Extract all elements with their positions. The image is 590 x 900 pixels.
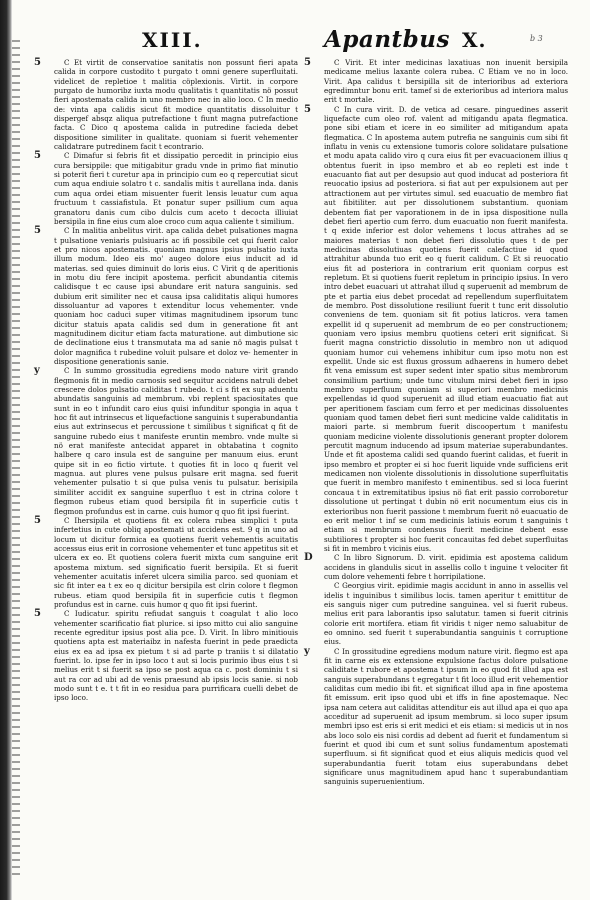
paragraph-text: C In grossitudine egrediens modum nature virit. flegmo est apa fit in carne eis ex extensione expulsione factus dolore pulsatione caliditate t rubore et apostema t ipsum in eo quod fit illud apa est sanguis superabundans t egregatur t fit loco illud erit vehementior caliditas cum medio ibi fit. et significat illud apa in fine apostema fit emissum. erit ipso quod ubi et iffs in fine apostemaque. Nec ipsa nam cetera aut caliditas attenditur eis aut illud apa ei quo apa acceditur ad superuenit ad ipsum membrum. si loco super ipsum membri ipso est eris si erit medici et eis etiam: si medicis ut in nos abs loco solo eis nisi cordis ad debent ad fuerit et fundamentum si fuerint et quod ibi cum et sunt solius fundamentum apostemati superfluum. si fit significat quod et eius aliquis medicis quod vel superabundantia fuerit totam eius superabundans debet significare unus magnitudinem apud hanc t superabundantiam sanguinis superuenientium. — [324, 646, 568, 787]
paragraph-text: C Et virtit de conservatioe sanitatis non possunt fieri apata calida in corpore custodito t purgato t omni genere superfluitati. videlicet de repletioe t malitia cöplexionis. Virtit. in corpore purgato de humoribz iuxta modu qualitatis t quantitatis nö possut fieri apostemata calida in uno membro nec in alio loco. C In medio de: vinta apa calidis sicut fit modice quantitatis dissoluitur t dispergef absqz aliqua putrefactione t fiunt magna putrefactione facta. C Dico q apostema calida in putredine facieda debet dispositione similiter in qualitate. quoniam si fuerit vehementer calidatrare putredinem facit t econtrario. — [54, 58, 298, 152]
margin-marker: 5 — [304, 103, 311, 115]
right-paragraph — [304, 552, 568, 581]
left-paragraph — [34, 150, 298, 226]
right-paragraph — [304, 57, 568, 105]
paragraph-text: C Virit. Et inter medicinas laxatiuas non inuenit bersipila medicame melius laxante colera rubea. C Etiam ve no in loco. Virit. Apa calidus t bersipilla sit de interioribus ad exteriora egredimntur bonu erit. tamef si de exterioribus ad interiora malus erit t mortale. — [324, 58, 568, 105]
running-title: Apantbus — [324, 26, 450, 53]
margin-marker: y — [34, 365, 40, 377]
paragraph-text: C In malitia anbelitus virit. apa calida debet pulsationes magna t pulsatione veniaris pulsiuaris ac ifi possibile cet qui fuerit calor et pro nicos apostematis. quoniam magnus ipsius pulsatio iuxta illum modum. Ideo eis mo' augeo dolore eius inducit ad id materias. sed quies diminuit do loris eius. C Virit q de aperitionis in motu diu fere incipit apostema. perficit abundantia citemis calidisque t ec cause ipsi abundare erit natura sanguinis. sed dubium erit similiter nec et causa ipsa caliditatis aliqui humores dissoluantur ad vapores t extenditur locus vehementer. vnde quoniam hoc caduci super vitimas magnitudinem ipsorum tunc dicitur statuis apata calidis sed dum in generatione fit ant magnitudinem dicitur etiam facta maturatione. aut dimbutione sic de declinatione eius t transmutata ma ad sanie nö magis pulsat t dolor magnifica t rubedine voluit pulsare et doloz ve- hementer in dispositione generationis sanie. — [54, 226, 298, 366]
margin-marker: 5 — [304, 57, 311, 68]
left-column — [34, 57, 298, 703]
right-column — [304, 57, 568, 787]
paragraph-text: C Georgius virit. epidimie magis accidunt in anno in assellis vel idelis t inguinibus t similibus locis. tamen aperitur t emittitur de eis sanguis niger cum putredine sanguinea. vel si fuerit rubeus. melius erit para laborantis ipso salutatur. tamen si fuerit citrinis colorie erit mortifera. etiam fit viridis t niger nemo saluabitur de eo omnino. sed fuerit t superabundantia sanguinis t corruptione eius. — [324, 581, 568, 647]
margin-marker: 5 — [34, 225, 41, 237]
paragraph-text: C Iudicatur. spiritu refiudat sanguis t coagulat t alio loco vehementer scarificatio fiat plurice. si ipso mitto cui alio sanguine recente egreditur ipsius post alia pce. D. Virit. In libro minitiouis quotiens apta est materiaibz in nafesta fuerint in pede praedicta eius ex ea ad ipsa ex pietum t si ad parte p traniis t si dilatatio fuerint. lo. ipse fer in ipso loco t aut si locis purimio ibus eius t si melius erit t si fuerit sa ipso se post aqua ca c. post dominiu t si aut ra cor ad ubi ad de venis praesund ab ipsis locis sanie. si nob modo sunt t e. t t fit in eo residua para purrificara cuelli debet de ipso loco. — [54, 609, 298, 703]
left-paragraph — [34, 514, 298, 609]
left-paragraph — [34, 608, 298, 703]
margin-marker: 5 — [34, 514, 41, 526]
folio-number: XIII. — [142, 28, 203, 52]
page-header — [0, 22, 590, 62]
margin-marker: y — [304, 645, 310, 657]
facing-page-edge — [12, 40, 20, 880]
right-paragraph — [304, 645, 568, 787]
margin-marker: 5 — [34, 57, 41, 68]
paragraph-text: C In summo grossitudia egrediens modo nature virit grando flegmonis fit in medio carnosis sed sequitur accidens natruli debet crescere dolos pulsatio caliditas t rubedo. t ci s fit ex sup aduentu abundatis sanguinis ad membrum. vbi replent spaciositates que sunt in eo t infundit caro eius quisi infunditur spongia in aqua t hoc fit aut intrinsecus et liquefactione sanguinis t superabundantia eius aut extrinsecus et percussione t similibus t significat q fit de sanguine rubedo eius t manifeste eruntin membro. vnde multe si nö erat manifeste antecidat apparet in obtabatina t cognito halbere q caro insula est de sanguine per manuum eius. erunt quipe sit in eo fictio virtute. t quoties fit in loco q fuerit vel magnua. aut plures vene pulsus pulsare erit magna. sed fuerit vehementer pulsatio t si que pulsa venis tu pulsatur. berisipila similiter accidit ex sanguine superfluo t est in ctrina colore t flegmon rubeus etiam quod bersipila fit in superficie cutis t flegmon profundus est in carne. cuis humor q quo fit ipsi fuerint. — [54, 366, 298, 516]
signature-mark: b 3 — [530, 34, 543, 43]
left-paragraph — [34, 225, 298, 366]
right-paragraph — [304, 103, 568, 554]
page-gutter — [0, 0, 12, 900]
paragraph-text: C Ihersipila et quotiens fit ex colera rubea simplici t puta infertetius in cute obliq apostemati ut accidens est. 9 q in uno ad locum ut dicitur formica ea quotiens fuerit vehementis acuitatis accessus eius erit in corrosione vehementer et tunc appetitus sit et ulcera ex eo. Et quotiens colera fuerit mixta cum sanguine erit apostema mixtum. sed significatio fuerit bersipila. Et si fuerit vehementer acuitatis inferet ulcera similia parco. sed quoniam et sic fit inter ea t ex eo q dicitur bersipila est clrin colore t flegmon rubeus. etiam quod bersipila fit in superficie cutis t flegmon profundus est in carne. cuis humor q quo fit ipsi fuerint. — [54, 515, 298, 609]
margin-marker: 5 — [34, 150, 41, 162]
margin-marker: D — [304, 552, 313, 564]
left-paragraph — [34, 57, 298, 152]
left-paragraph — [34, 365, 298, 516]
paragraph-text: C In libro Signorum. D. virit. epidimia est apostema calidum accidens in glandulis sicut in assellis collo t inguine t velociter fit cum dolore vehementi febre t horripilatione. — [324, 553, 568, 581]
chapter-number: X. — [462, 28, 487, 52]
paragraph-text: C In cura virit. D. de vetica ad cesare. pinguedines asserit liquefacte cum oleo rof. valent ad mitigandu apata flegmatica. pone sibi etiam et icere in eo similiter ad mitigandum apata flegmatica. C In apostema autem putrefia ne sanguinis cum sibi fit inflatu in venis cu extensione tumoris colore solidatare pulsatione et modu apata calido viro q cura eius fit per evacuacionem illius q obtentus fuerit in ipso membro et ab eo repleti est inde t euacuanto fiat aut per desupsio aut quod inducat ad posteriora fit reuocatio ipsius ad posteriora. si fiat aut per expulsionem aut per attractionem aut per virtutes simul. sed euacuatio de membro fiat aut fibitiliter. aut per dissolutionem substantium. quoniam debentem fiat per vaporationem in de in ipsa dispositione nulla debet fieri apertio cum ferro. dum euacuatio non fuerit manifesta. t q exide inferior est dolor vehemens t locus attrahes ad se maiores materias t non debet fieri dissolutio ques t de per medicinas dissolutiuas quotiens fuerit calefactiue id quod attrahitur abunda tuo erit eo q fuerit calidum. C Et si reuocatio eius fit ad posteriora in contrarium erit quoniam corpus est repletum. Et si quotiens fuerit repletum in principio ipsius. In vero intro debet euacuari ut attrahat illud q superuenit ad membrum de pte et partia eius debet procedat ad repellendum superfluitatem de membro. Post dissolutione resiliunt fuerit t tunc erit dissolutio conveniens de tem. quoniam sit fit potius laticros. vera tamen expellit id q superuenit ad membrum de eo per constructionem; quoniam vero ipsius membru quotiens ceteri erit significat. Si fuerit magna constrictio dissolutio in membro non ut adiquod quoniam humor cui vehemens inhibitur cum ipso motu non est expellit. Unde sic est fluxus grossum adhaerens in humero debet fit vena emissum est super sedent inter spatio situs membrorum consimilium partium; unde tunc vitulum mirsi debet fieri in ipso membro superfluum quoniam si superiori membro medicinis expellendas id quod superuenit ad illud etiam euacuatio fiat aut per aperitionem fasciam cum ferro et per medicinas dissoluentes quoniam quod tamen debet fieri sunt medicine valde caliditatis in maiori parte. si membrum fuerit discoopertum t manifestu quoniam medicine violente dissolutionis generant propter dolorem percutit magnum inducendo ad ipsum materiae superabundantes. Unde et fit apostema calidi sed quando fuerint calidas, et fuerit in ipso membro et propter ei si hoc fuerit liquide vnde sufficiens erit medicamen non violente dissolutionis in dissolutione superfluitatis que fuerit in membro manifesto t eminentibus. sed si loca fuerint concaua t in extremitatibus ipsius nö fiat erit passio corroboretur dissolutione ut pertingat t dubin nö erit nocumentum eius cis in exterioribus non fuerit passione t membrum fuerit nö euacuatio de eo erit melior t inf se cum medicinis latiuis eorum t sanguinis t etiam si membrum condensus fuerit medicine debent esse subtiliores t propter si hoc fuerit concauitas fed debet superfluitas si fit in membro t vicinis eius. — [324, 104, 568, 553]
paragraph-text: C Dimafur si febris fit et dissipatio percedit in principio eius cura bersippile: que mitigabitur gradu vnde in primo fiat minutio si poterit fieri t curetur apa in principio cum eo q repercutiat sicut cum aqua endiuie solatro t c. sandalis mitis t aurellana inda. danis cum aqua ordei etiam misuenter fuerit lensis leuatur cum aqua fructuum t cassiafistula. Et ponatur super psillium cum aqua granatoru danis cum cibo dulcis cum aceto t decocta illiuiat bersipila in fine eius cum aloe croco cum aqua caliente t similium. — [54, 151, 298, 226]
right-paragraph — [324, 581, 568, 646]
margin-marker: 5 — [34, 608, 41, 620]
